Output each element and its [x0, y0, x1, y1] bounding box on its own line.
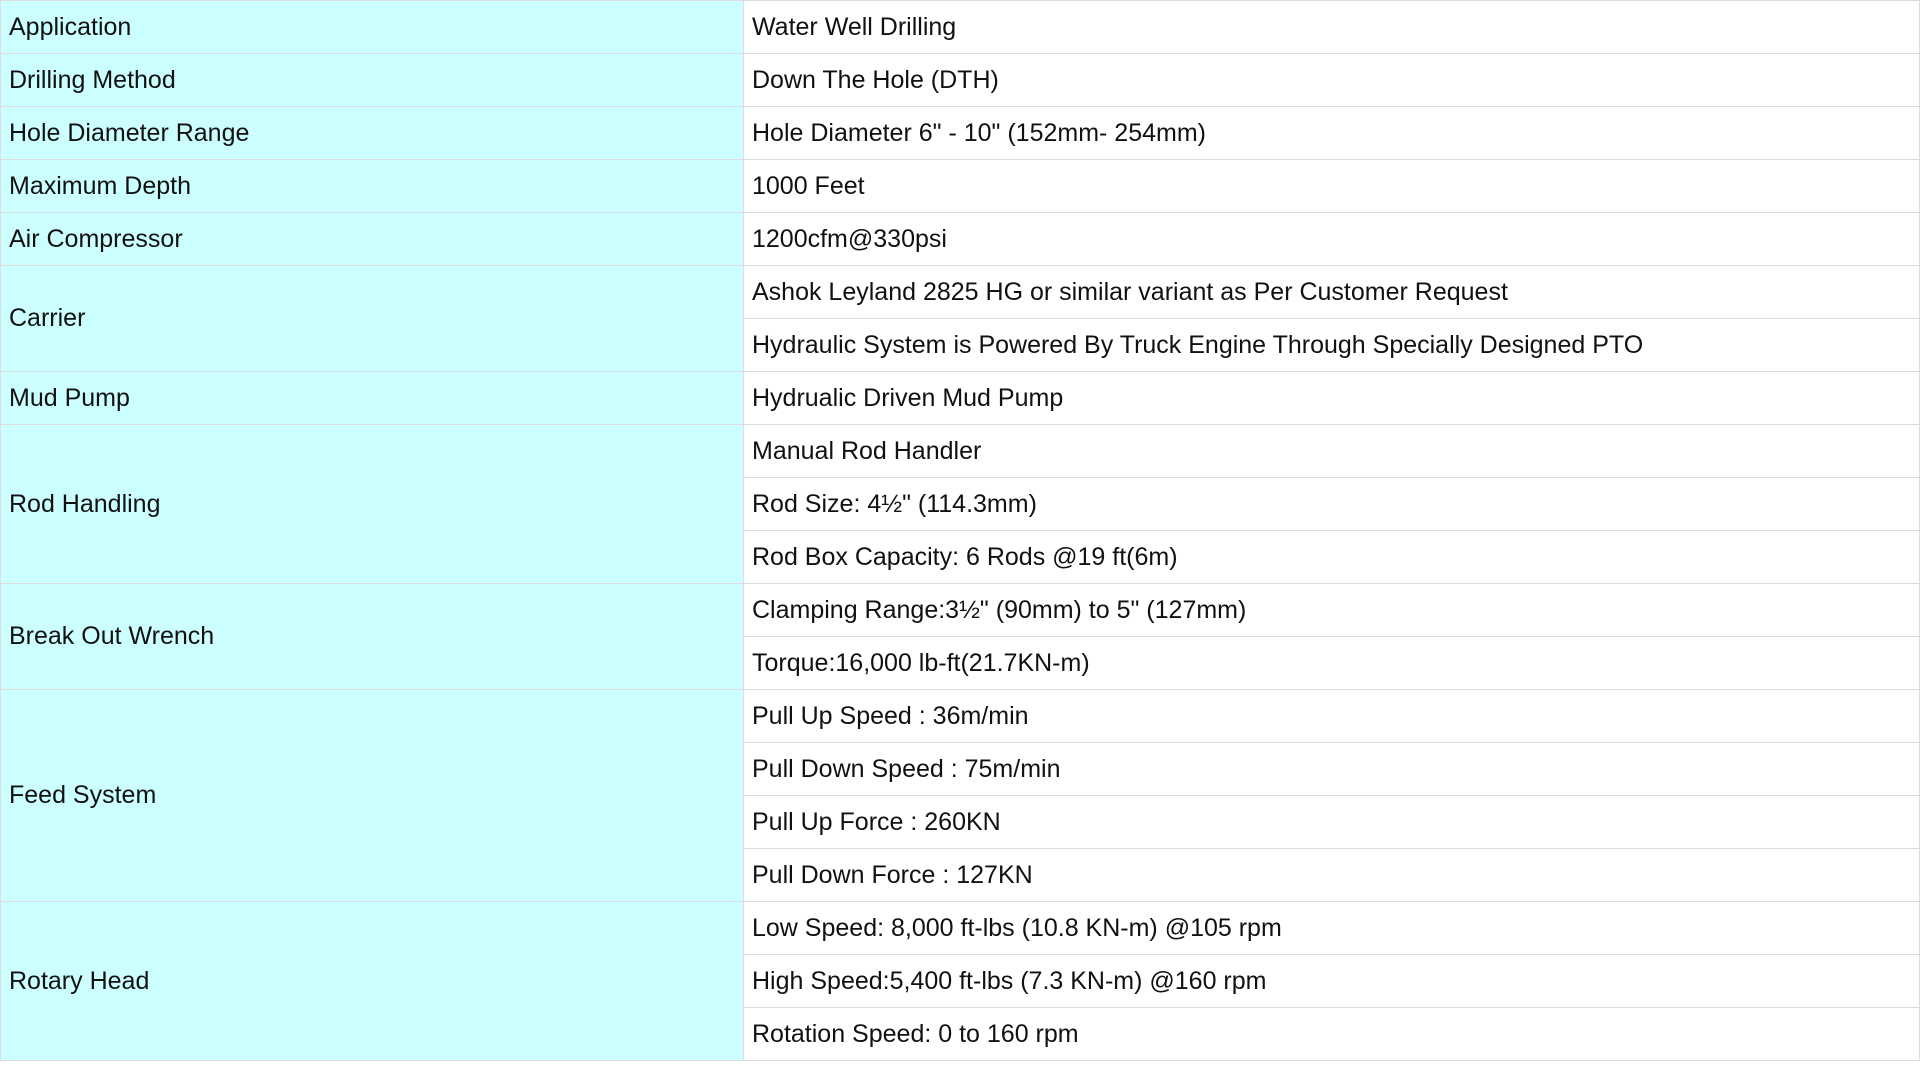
spec-value: Pull Up Speed : 36m/min	[744, 690, 1920, 743]
spec-value: 1000 Feet	[744, 160, 1920, 213]
table-row	[1, 1, 1920, 54]
spec-label-maximum-depth: Maximum Depth	[1, 160, 744, 213]
spec-value: Water Well Drilling	[744, 1, 1920, 54]
table-row	[1, 54, 1920, 107]
spec-value: Ashok Leyland 2825 HG or similar variant as Per Customer Request	[744, 266, 1920, 319]
table-row	[1, 690, 1920, 743]
spec-label-mud-pump: Mud Pump	[1, 372, 744, 425]
spec-value: Low Speed: 8,000 ft-lbs (10.8 KN-m) @105 rpm	[744, 902, 1920, 955]
spec-label-rotary-head: Rotary Head	[1, 902, 744, 1061]
spec-value: Torque:16,000 lb-ft(21.7KN-m)	[744, 637, 1920, 690]
spec-value: 1200cfm@330psi	[744, 213, 1920, 266]
spec-value: Hydrualic Driven Mud Pump	[744, 372, 1920, 425]
spec-value: Pull Up Force : 260KN	[744, 796, 1920, 849]
specifications-body	[1, 1, 1920, 1061]
table-row	[1, 213, 1920, 266]
spec-value: High Speed:5,400 ft-lbs (7.3 KN-m) @160 rpm	[744, 955, 1920, 1008]
spec-label-drilling-method: Drilling Method	[1, 54, 744, 107]
spec-value: Manual Rod Handler	[744, 425, 1920, 478]
spec-value: Hole Diameter 6" - 10" (152mm- 254mm)	[744, 107, 1920, 160]
spec-label-feed-system: Feed System	[1, 690, 744, 902]
table-row	[1, 107, 1920, 160]
spec-label-break-out-wrench: Break Out Wrench	[1, 584, 744, 690]
spec-value: Rod Box Capacity: 6 Rods @19 ft(6m)	[744, 531, 1920, 584]
spec-value: Rod Size: 4½" (114.3mm)	[744, 478, 1920, 531]
table-row	[1, 266, 1920, 319]
spec-value: Rotation Speed: 0 to 160 rpm	[744, 1008, 1920, 1061]
spec-label-carrier: Carrier	[1, 266, 744, 372]
table-row	[1, 584, 1920, 637]
spec-value: Clamping Range:3½" (90mm) to 5" (127mm)	[744, 584, 1920, 637]
table-row	[1, 160, 1920, 213]
table-row	[1, 425, 1920, 478]
table-row	[1, 902, 1920, 955]
spec-label-hole-diameter-range: Hole Diameter Range	[1, 107, 744, 160]
spec-value: Pull Down Force : 127KN	[744, 849, 1920, 902]
spec-label-application: Application	[1, 1, 744, 54]
spec-label-rod-handling: Rod Handling	[1, 425, 744, 584]
spec-value: Down The Hole (DTH)	[744, 54, 1920, 107]
spec-value: Hydraulic System is Powered By Truck Engine Through Specially Designed PTO	[744, 319, 1920, 372]
spec-value: Pull Down Speed : 75m/min	[744, 743, 1920, 796]
table-row	[1, 372, 1920, 425]
spec-label-air-compressor: Air Compressor	[1, 213, 744, 266]
